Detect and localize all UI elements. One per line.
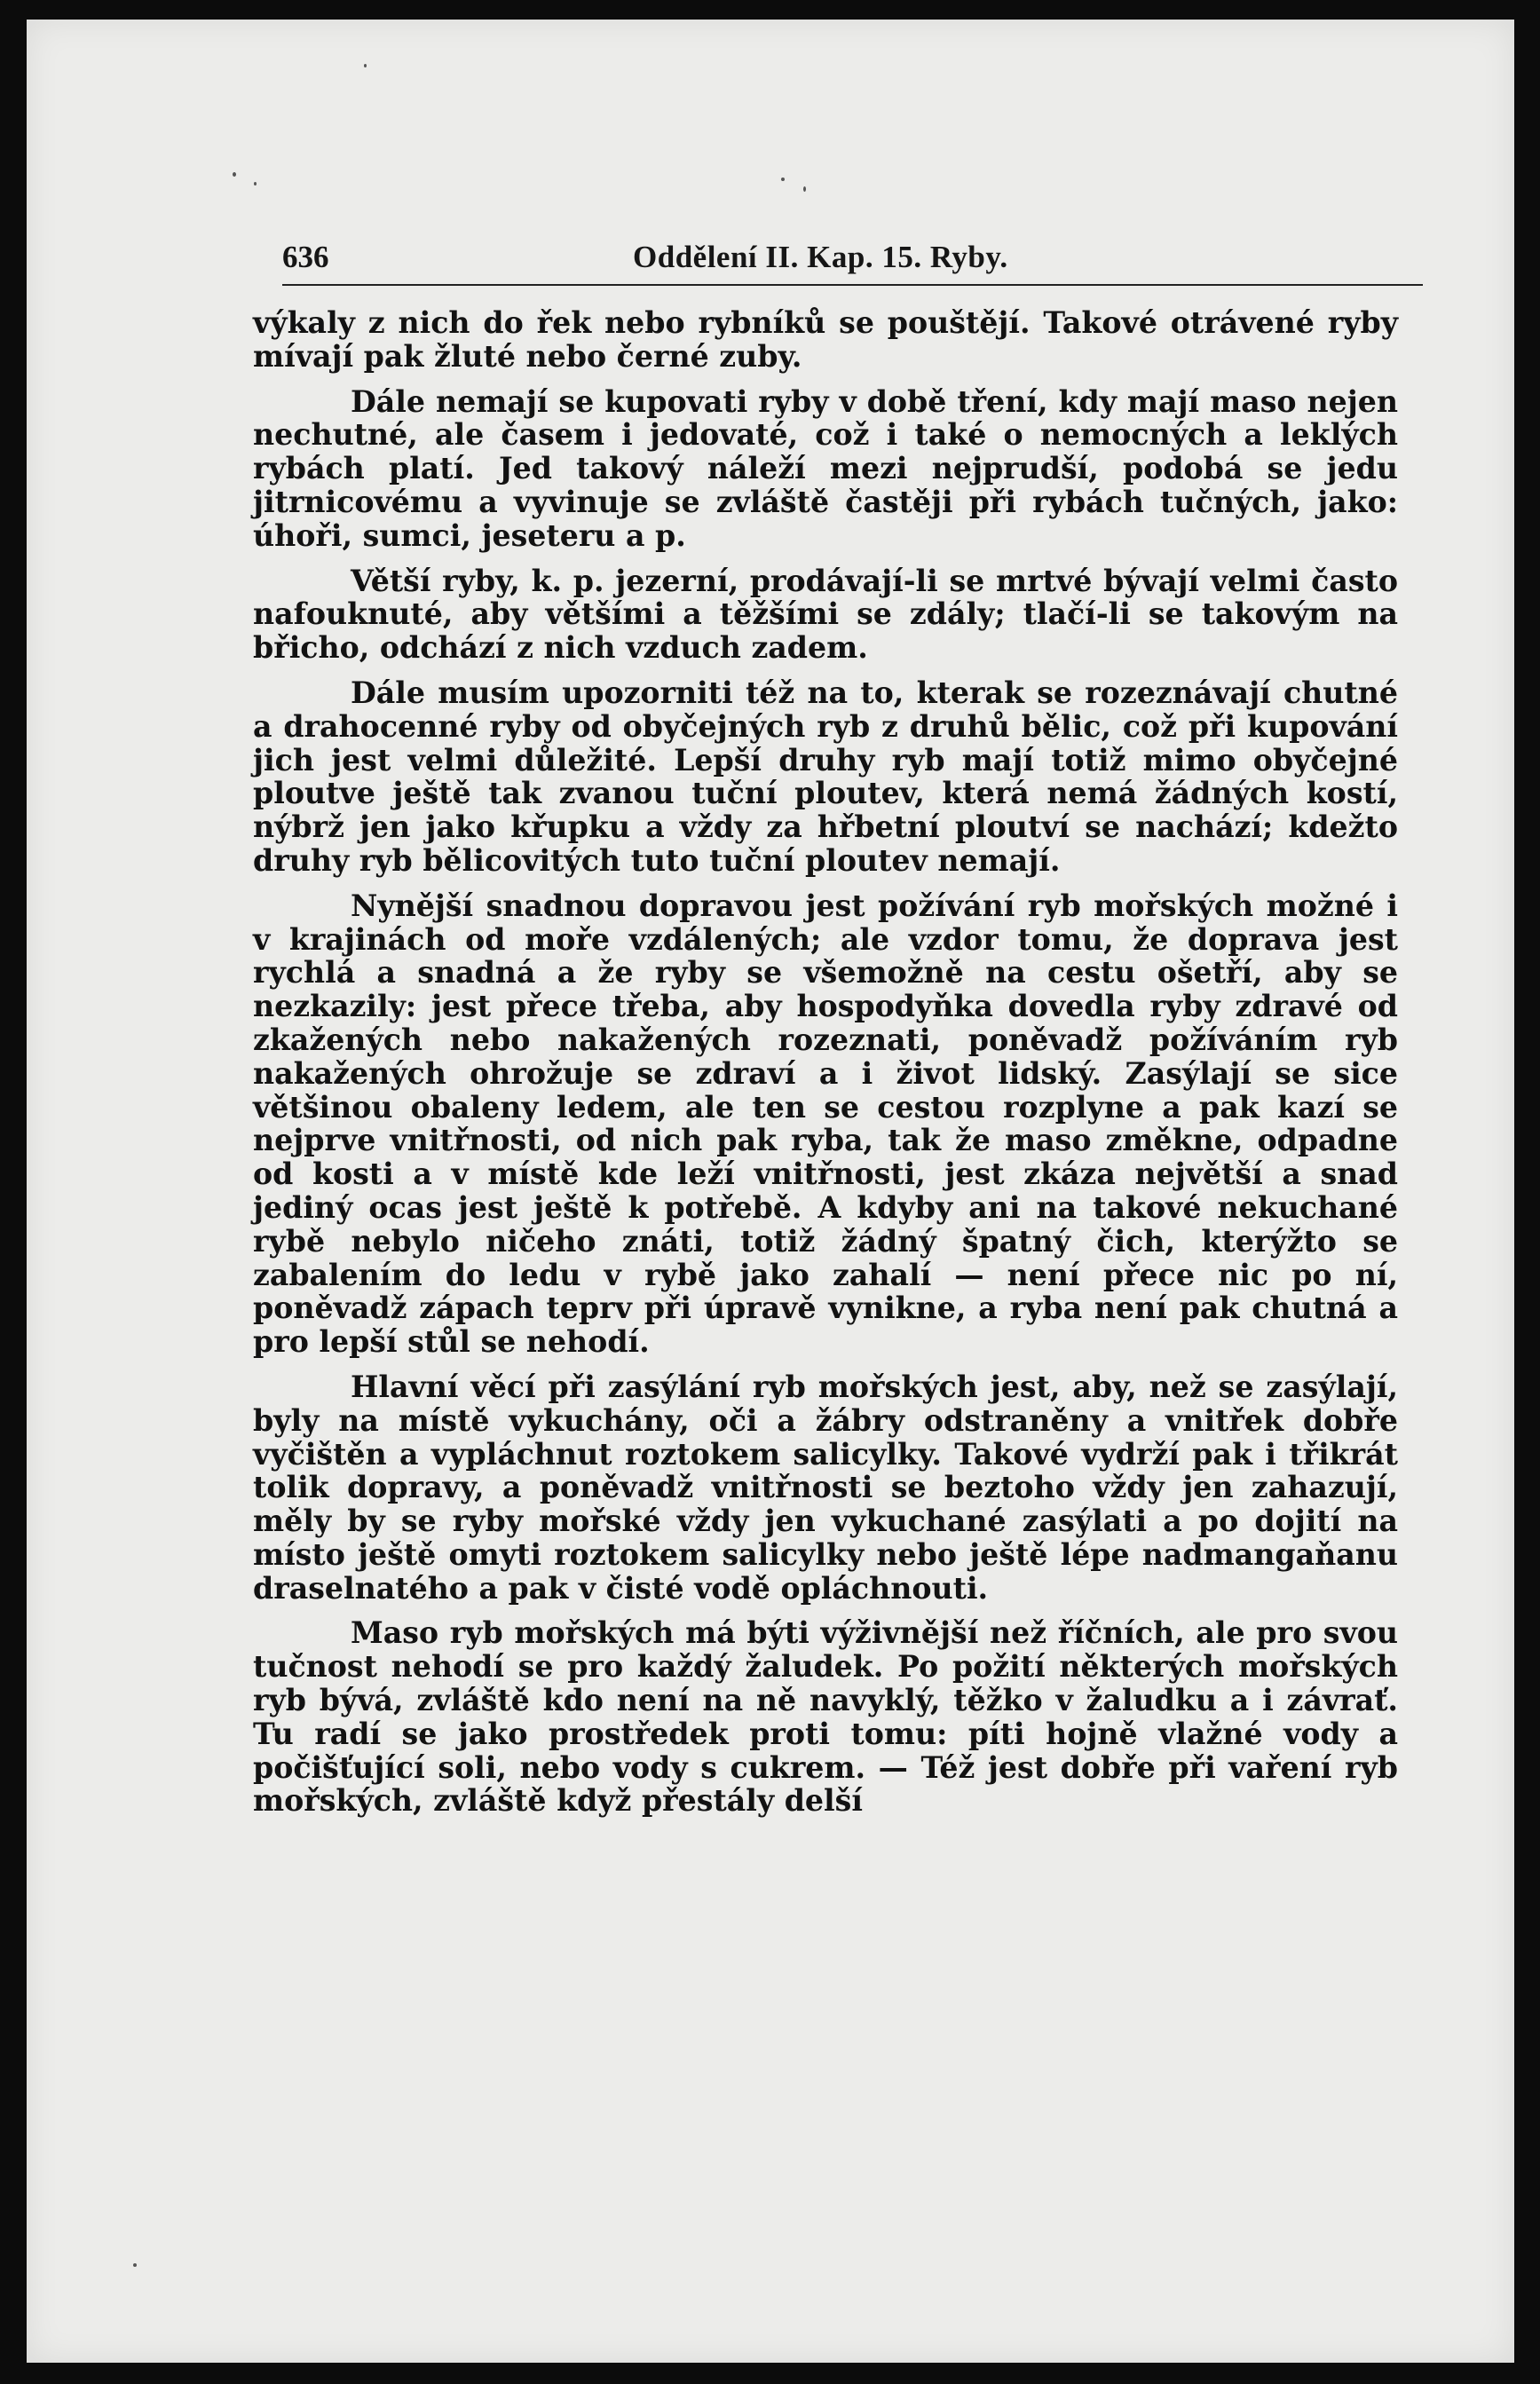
print-speck (364, 64, 367, 67)
print-speck (233, 172, 236, 177)
page-number: 636 (282, 240, 329, 274)
paragraph-6: Hlavní věcí při zasýlání ryb mořských jest, aby, než se zasýlají, byly na místě vykuchány, oči a žábry odstraněny a vnitřek dobře vyčištěn a vypláchnut roztokem salicylky. Takové vydrží pak i třikrát tolik dopravy, a poněvadž vnitřnosti se beztoho vždy jen zahazují, měly by se ryby mořské vždy jen vykuchané zasýlati a po dojití na místo ještě omyti roztokem salicylky nebo ještě lépe nadmangaňanu draselnatého a pak v čisté vodě opláchnouti. (253, 1369, 1398, 1606)
print-speck (133, 2263, 137, 2267)
header-rule (282, 284, 1423, 286)
paragraph-4: Dále musím upozorniti též na to, kterak se rozeznávají chutné a drahocenné ryby od obyčejných ryb z druhů bělic, což při kupování jich jest velmi důležité. Lepší druhy ryb mají totiž mimo obyčejné ploutve ještě tak zvanou tuční ploutev, která nemá žádných kostí, nýbrž jen jako křupku a vždy za hřbetní ploutví se nachází; kdežto druhy ryb bělicovitých tuto tuční ploutev nemají. (253, 675, 1398, 878)
print-speck (781, 178, 785, 181)
paragraph-7: Maso ryb mořských má býti výživnější než říčních, ale pro svou tučnost nehodí se pro každý žaludek. Po požití některých mořských ryb bývá, zvláště kdo není na ně navyklý, těžko v žaludku a i závrať. Tu radí se jako prostředek proti tomu: píti hojně vlažné vody a počišťující soli, nebo vody s cukrem. — Též jest dobře při vaření ryb mořských, zvláště když přestály delší (253, 1615, 1398, 1819)
paragraph-2: Dále nemají se kupovati ryby v době tření, kdy mají maso nejen nechutné, ale časem i jedovaté, což i také o nemocných a leklých rybách platí. Jed takový náleží mezi nejprudší, podobá se jedu jitrnicovému a vyvinuje se zvláště častěji při rybách tučných, jako: úhoři, sumci, jeseteru a p. (253, 383, 1398, 553)
print-speck (254, 182, 257, 186)
paragraph-5: Nynější snadnou dopravou jest požívání ryb mořských možné i v krajinách od moře vzdálených; ale vzdor tomu, že doprava jest rychlá a snadná a že ryby se všemožně na cestu ošetří, aby se nezkazily: jest přece třeba, aby hospodyňka dovedla ryby zdravé od zkažených nebo nakažených rozeznati, poněvadž požíváním ryb nakažených ohrožuje se zdraví a i život lidský. Zasýlají se sice většinou obaleny ledem, ale ten se cestou rozplyne a pak kazí se nejprve vnitřnosti, od nich pak ryba, tak že maso změkne, odpadne od kosti a v místě kde leží vnitřnosti, jest zkáza největší a snad jediný ocas jest ještě k potřebě. A kdyby ani na takové nekuchané rybě nebylo ničeho znáti, totiž žádný špatný čich, kterýžto se zabalením do ledu v rybě jako zahalí — není přece nic po ní, poněvadž zápach teprv při úpravě vynikne, a ryba není pak chutná a pro lepší stůl se nehodí. (253, 888, 1398, 1360)
page-body (253, 306, 1398, 1829)
paragraph-3: Větší ryby, k. p. jezerní, prodávají-li se mrtvé bývají velmi často nafouknuté, aby většími a těžšími se zdály; tlačí-li se takovým na břicho, odchází z nich vzduch zadem. (253, 563, 1398, 666)
print-speck (803, 186, 806, 192)
page-header (282, 240, 1423, 280)
running-title: Oddělení II. Kap. 15. Ryby. (633, 240, 1008, 274)
paragraph-1: výkaly z nich do řek nebo rybníků se pouštějí. Takové otrávené ryby mívají pak žluté nebo černé zuby. (253, 305, 1398, 374)
